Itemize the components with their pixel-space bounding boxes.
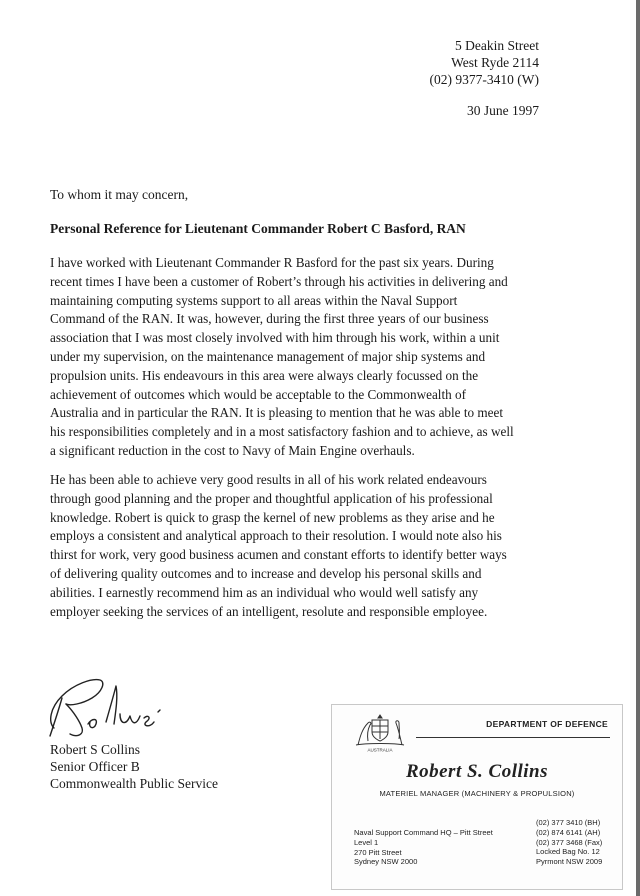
paragraph-line: a significant reduction in the cost to Navy of Main Engine overhauls. — [50, 442, 415, 458]
subject-line: Personal Reference for Lieutenant Commander Robert C Basford, RAN — [50, 221, 466, 236]
signer-name: Robert S Collins — [50, 742, 141, 757]
paragraph-line: of delivering quality outcomes and to increase and develop his personal skills and — [50, 565, 482, 581]
card-contact-line: (02) 377 3468 (Fax) — [536, 837, 603, 847]
signer-title: Senior Officer B — [50, 759, 140, 774]
paragraph-line: Command of the RAN. It was, however, during the first three years of our business — [50, 311, 489, 327]
body-paragraph-2 — [50, 471, 590, 621]
paragraph-line: employs a consistent and analytical approach to their resolution. I would note also his — [50, 528, 502, 544]
card-office-address — [354, 828, 493, 867]
card-office-line: 270 Pitt Street — [354, 847, 402, 857]
business-card — [331, 704, 623, 890]
card-divider — [416, 737, 610, 738]
paragraph-line: Australia and in particular the RAN. It is pleasing to mention that he was able to meet — [50, 405, 504, 421]
card-office-line: Sydney NSW 2000 — [354, 857, 418, 867]
crest-label: AUSTRALIA — [367, 747, 393, 753]
signer-block — [50, 741, 218, 792]
card-name: Robert S. Collins — [405, 761, 549, 782]
card-contact-line: (02) 874 6141 (AH) — [536, 827, 601, 837]
card-contact-line: (02) 377 3410 (BH) — [536, 818, 601, 827]
paragraph-line: maintaining computing systems support to all areas within the Naval Support — [50, 292, 458, 308]
paragraph-line: I have worked with Lieutenant Commander R Basford for the past six years. During — [50, 255, 494, 270]
signer-organisation: Commonwealth Public Service — [50, 776, 218, 791]
handwritten-signature — [40, 668, 170, 742]
paragraph-line: under my supervision, on the maintenance management of major ship systems and — [50, 348, 486, 364]
paragraph-line: He has been able to achieve very good results in all of his work related endeavours — [50, 472, 487, 487]
paragraph-line: knowledge. Robert is quick to grasp the kernel of new problems as they arise and he — [50, 509, 495, 525]
card-contact-line: Locked Bag No. 12 — [536, 847, 600, 857]
address-phone: (02) 9377-3410 (W) — [429, 72, 539, 87]
paragraph-line: abilities. I earnestly recommend him as an individual who would well satisfy any — [50, 584, 479, 600]
card-role: MATERIEL MANAGER (MACHINERY & PROPULSION) — [379, 789, 575, 798]
address-suburb: West Ryde 2114 — [451, 55, 539, 70]
salutation: To whom it may concern, — [50, 187, 189, 202]
paragraph-line: achievement of outcomes which would be acceptable to the Commonwealth of — [50, 386, 467, 402]
coat-of-arms-icon — [350, 711, 410, 753]
paragraph-line: propulsion units. His endeavours in this area were always clearly focussed on the — [50, 367, 479, 383]
card-department: DEPARTMENT OF DEFENCE — [486, 719, 608, 729]
paragraph-line: employer seeking the services of an intelligent, resolute and responsible employee. — [50, 603, 488, 619]
card-office-line: Level 1 — [354, 837, 379, 847]
card-contact-line: Pyrmont NSW 2009 — [536, 857, 603, 867]
scan-edge — [636, 0, 640, 896]
card-contact-details — [536, 818, 602, 867]
paragraph-line: association that I was most closely involved with him through his work, within a unit — [50, 330, 500, 346]
paragraph-line: through good planning and the proper and thoughtful application of his professional — [50, 490, 493, 506]
address-street: 5 Deakin Street — [455, 38, 539, 53]
letter-date: 30 June 1997 — [467, 103, 539, 118]
sender-address — [430, 37, 539, 88]
body-paragraph-1 — [50, 254, 590, 461]
card-office-line: Naval Support Command HQ – Pitt Street — [354, 828, 493, 837]
paragraph-line: recent times I have been a customer of Robert’s through his activities in delivering and — [50, 273, 508, 289]
paragraph-line: his responsibilities completely and in a most satisfactory fashion and to achieve, as well — [50, 424, 514, 440]
paragraph-line: thirst for work, very good business acumen and constant efforts to identify better ways — [50, 547, 507, 563]
